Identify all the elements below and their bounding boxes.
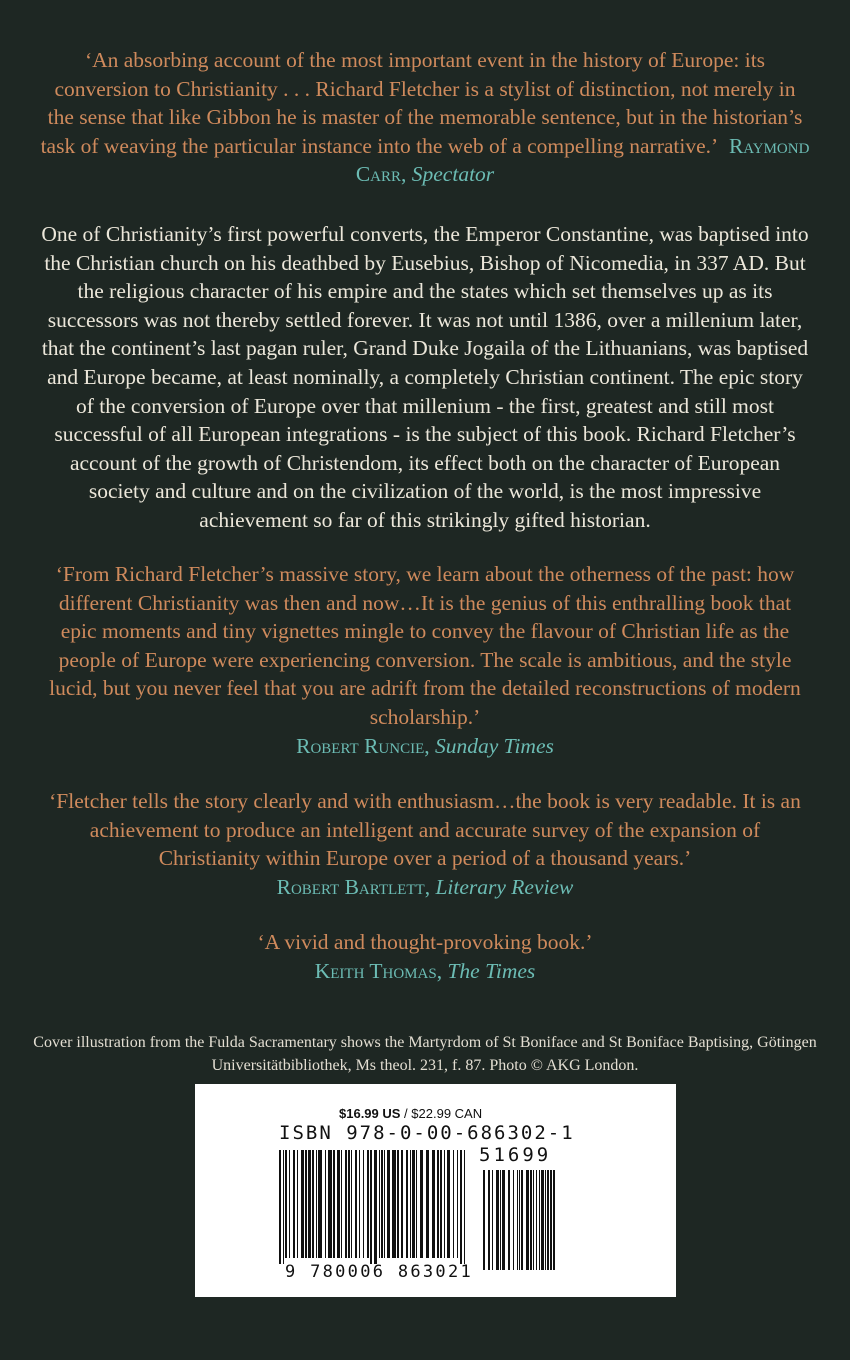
quote-attribution: Raymond Carr, Spectator: [355, 133, 810, 187]
barcode-bar: [519, 1170, 520, 1270]
price-separator: /: [400, 1106, 412, 1121]
cover-illustration-credit: Cover illustration from the Fulda Sacramentary shows the Martyrdom of St Boniface and St Boniface Baptising, Götingen Universitätbibliothek, Ms theol. 231, f. 87. Photo © AKG London.: [33, 1034, 817, 1074]
reviewer-name: Robert Bartlett: [276, 874, 425, 899]
barcode-bar: [328, 1150, 332, 1258]
quote-text: ‘A vivid and thought-provoking book.’: [257, 930, 593, 954]
barcode-bar: [460, 1150, 462, 1264]
barcode-bar: [426, 1150, 429, 1258]
publication-name: Sunday Times: [435, 733, 554, 758]
barcode-bar: [444, 1150, 445, 1258]
barcode-bar: [496, 1170, 499, 1270]
review-quote-4: [40, 928, 810, 985]
barcode-bar: [285, 1150, 287, 1258]
barcode-panel: [195, 1084, 676, 1297]
barcode-bar: [308, 1150, 311, 1258]
barcode-bar: [483, 1170, 485, 1270]
review-quote-3: [40, 787, 810, 901]
barcode-bar: [533, 1170, 534, 1270]
barcode-bar: [289, 1150, 290, 1258]
barcode-bar: [370, 1150, 372, 1264]
reviewer-name: Raymond Carr: [355, 133, 810, 187]
barcode-bar: [318, 1150, 322, 1258]
reviewer-name: Robert Runcie: [296, 733, 425, 758]
review-quote-1: [40, 46, 810, 189]
review-quote-2: [40, 560, 810, 760]
quote-text: ‘From Richard Fletcher’s massive story, we learn about the otherness of the past: how different Christianity was then and now…It is the genius of this enthralling book that epic moments and tiny vignettes mingle to convey the flavour of Christian life as the people of Europe were experiencing conversion. The scale is ambitious, and the style lucid, but you never feel that you are adrift from the detailed reconstructions of modern scholarship.’: [49, 562, 801, 729]
barcode-bar: [521, 1170, 523, 1270]
barcode-bar: [301, 1150, 304, 1258]
barcode-bar: [406, 1150, 408, 1258]
barcode-bar: [513, 1170, 514, 1270]
barcode-bar: [359, 1150, 360, 1258]
barcode-bar: [363, 1150, 364, 1258]
barcode-bar: [530, 1170, 532, 1270]
publication-name: Literary Review: [435, 874, 574, 899]
publication-name: The Times: [447, 958, 536, 983]
barcode-bar: [545, 1170, 546, 1270]
barcode-bar: [392, 1150, 396, 1258]
quote-attribution: Robert Runcie, Sunday Times: [296, 733, 554, 758]
barcode-bar: [279, 1150, 281, 1264]
barcode-bar: [351, 1150, 352, 1258]
ean-digits: 9 780006 863021: [285, 1262, 474, 1282]
barcode-bar: [384, 1150, 385, 1258]
barcode-bar: [325, 1150, 326, 1258]
price-label: [339, 1106, 482, 1121]
quote-text: ‘An absorbing account of the most important event in the history of Europe: its conversion to Christianity . . . Richard Fletcher is a stylist of distinction, not merely in the sense that like Gibbon he is master of the memorable sentence, but in the historian’s task of weaving the particular instance into the web of a compelling narrative.’: [40, 48, 803, 158]
barcode-bar: [536, 1170, 537, 1270]
barcode-bar: [410, 1150, 411, 1258]
price-us: $16.99 US: [339, 1106, 401, 1121]
barcode-bar: [297, 1150, 298, 1258]
barcode-bar: [447, 1150, 450, 1258]
barcode-bar: [333, 1150, 335, 1258]
barcode-bar: [457, 1150, 458, 1258]
barcode-bar: [539, 1170, 540, 1270]
barcode-bar: [416, 1150, 417, 1258]
barcode-bar: [500, 1170, 501, 1270]
barcode-bar: [387, 1150, 390, 1258]
barcode-bar: [526, 1170, 529, 1270]
barcode-bar: [293, 1150, 295, 1258]
barcode-bar: [420, 1150, 423, 1258]
barcode-bar: [401, 1150, 403, 1258]
price-can: $22.99 CAN: [411, 1106, 483, 1121]
publication-name: Spectator: [411, 162, 495, 187]
barcode-bar: [550, 1170, 552, 1270]
barcode-bar: [412, 1150, 415, 1258]
barcode-bar: [553, 1170, 555, 1270]
barcode-bar: [341, 1150, 342, 1258]
barcode-bar: [508, 1170, 510, 1270]
barcode-bar: [541, 1170, 544, 1270]
barcode-bar: [502, 1170, 505, 1270]
barcode-bar: [381, 1150, 383, 1258]
book-description: One of Christianity’s first powerful converts, the Emperor Constantine, was baptised into the Christian church on his deathbed by Eusebius, Bishop of Nicomedia, in 337 AD. But the religious character of his empire and the states which set themselves up as its successors was not thereby settled forever. It was not until 1386, over a millenium later, that the continent’s last pagan ruler, Grand Duke Jogaila of the Lithuanians, was baptised and Europe became, at least nominally, a completely Christian continent. The epic story of the conversion of Europe over that millenium - the first, greatest and still most successful of all European integrations - is the subject of this book. Richard Fletcher’s account of the growth of Christendom, its effect both on the character of European society and culture and on the civilization of the world, is the most impressive achievement so far of this strikingly gifted historian.: [41, 222, 809, 532]
quote-text: ‘Fletcher tells the story clearly and with enthusiasm…the book is very readable. It is an achievement to produce an intelligent and accurate survey of the expansion of Christianity within Europe over a period of a thousand years.’: [49, 789, 801, 871]
barcode-bar: [355, 1150, 357, 1258]
quote-attribution: Robert Bartlett, Literary Review: [276, 874, 574, 899]
barcode-bar: [464, 1150, 465, 1264]
barcode-bar: [488, 1170, 490, 1270]
barcode-bar: [348, 1150, 350, 1258]
barcode-bar: [397, 1150, 399, 1258]
barcode-bar: [517, 1170, 518, 1270]
barcode-bar: [283, 1150, 284, 1264]
barcode-bar: [437, 1150, 439, 1258]
barcode-bar: [337, 1150, 340, 1258]
addon-code: 51699: [479, 1144, 552, 1166]
barcode-bar: [432, 1150, 435, 1258]
barcode-bar: [453, 1150, 454, 1258]
barcode-bar: [374, 1150, 377, 1264]
barcode-bar: [440, 1150, 442, 1258]
quote-attribution: Keith Thomas, The Times: [314, 958, 536, 983]
barcode-bar: [305, 1150, 307, 1258]
barcode-bar: [367, 1150, 369, 1258]
reviewer-name: Keith Thomas: [314, 958, 437, 983]
isbn-label: ISBN 978-0-00-686302-1: [279, 1122, 575, 1144]
barcode-bar: [547, 1170, 549, 1270]
barcode-bar: [312, 1150, 314, 1258]
barcode-bar: [345, 1150, 347, 1258]
barcode-bar: [492, 1170, 493, 1270]
barcode-bar: [379, 1150, 380, 1258]
barcode-bar: [316, 1150, 317, 1258]
